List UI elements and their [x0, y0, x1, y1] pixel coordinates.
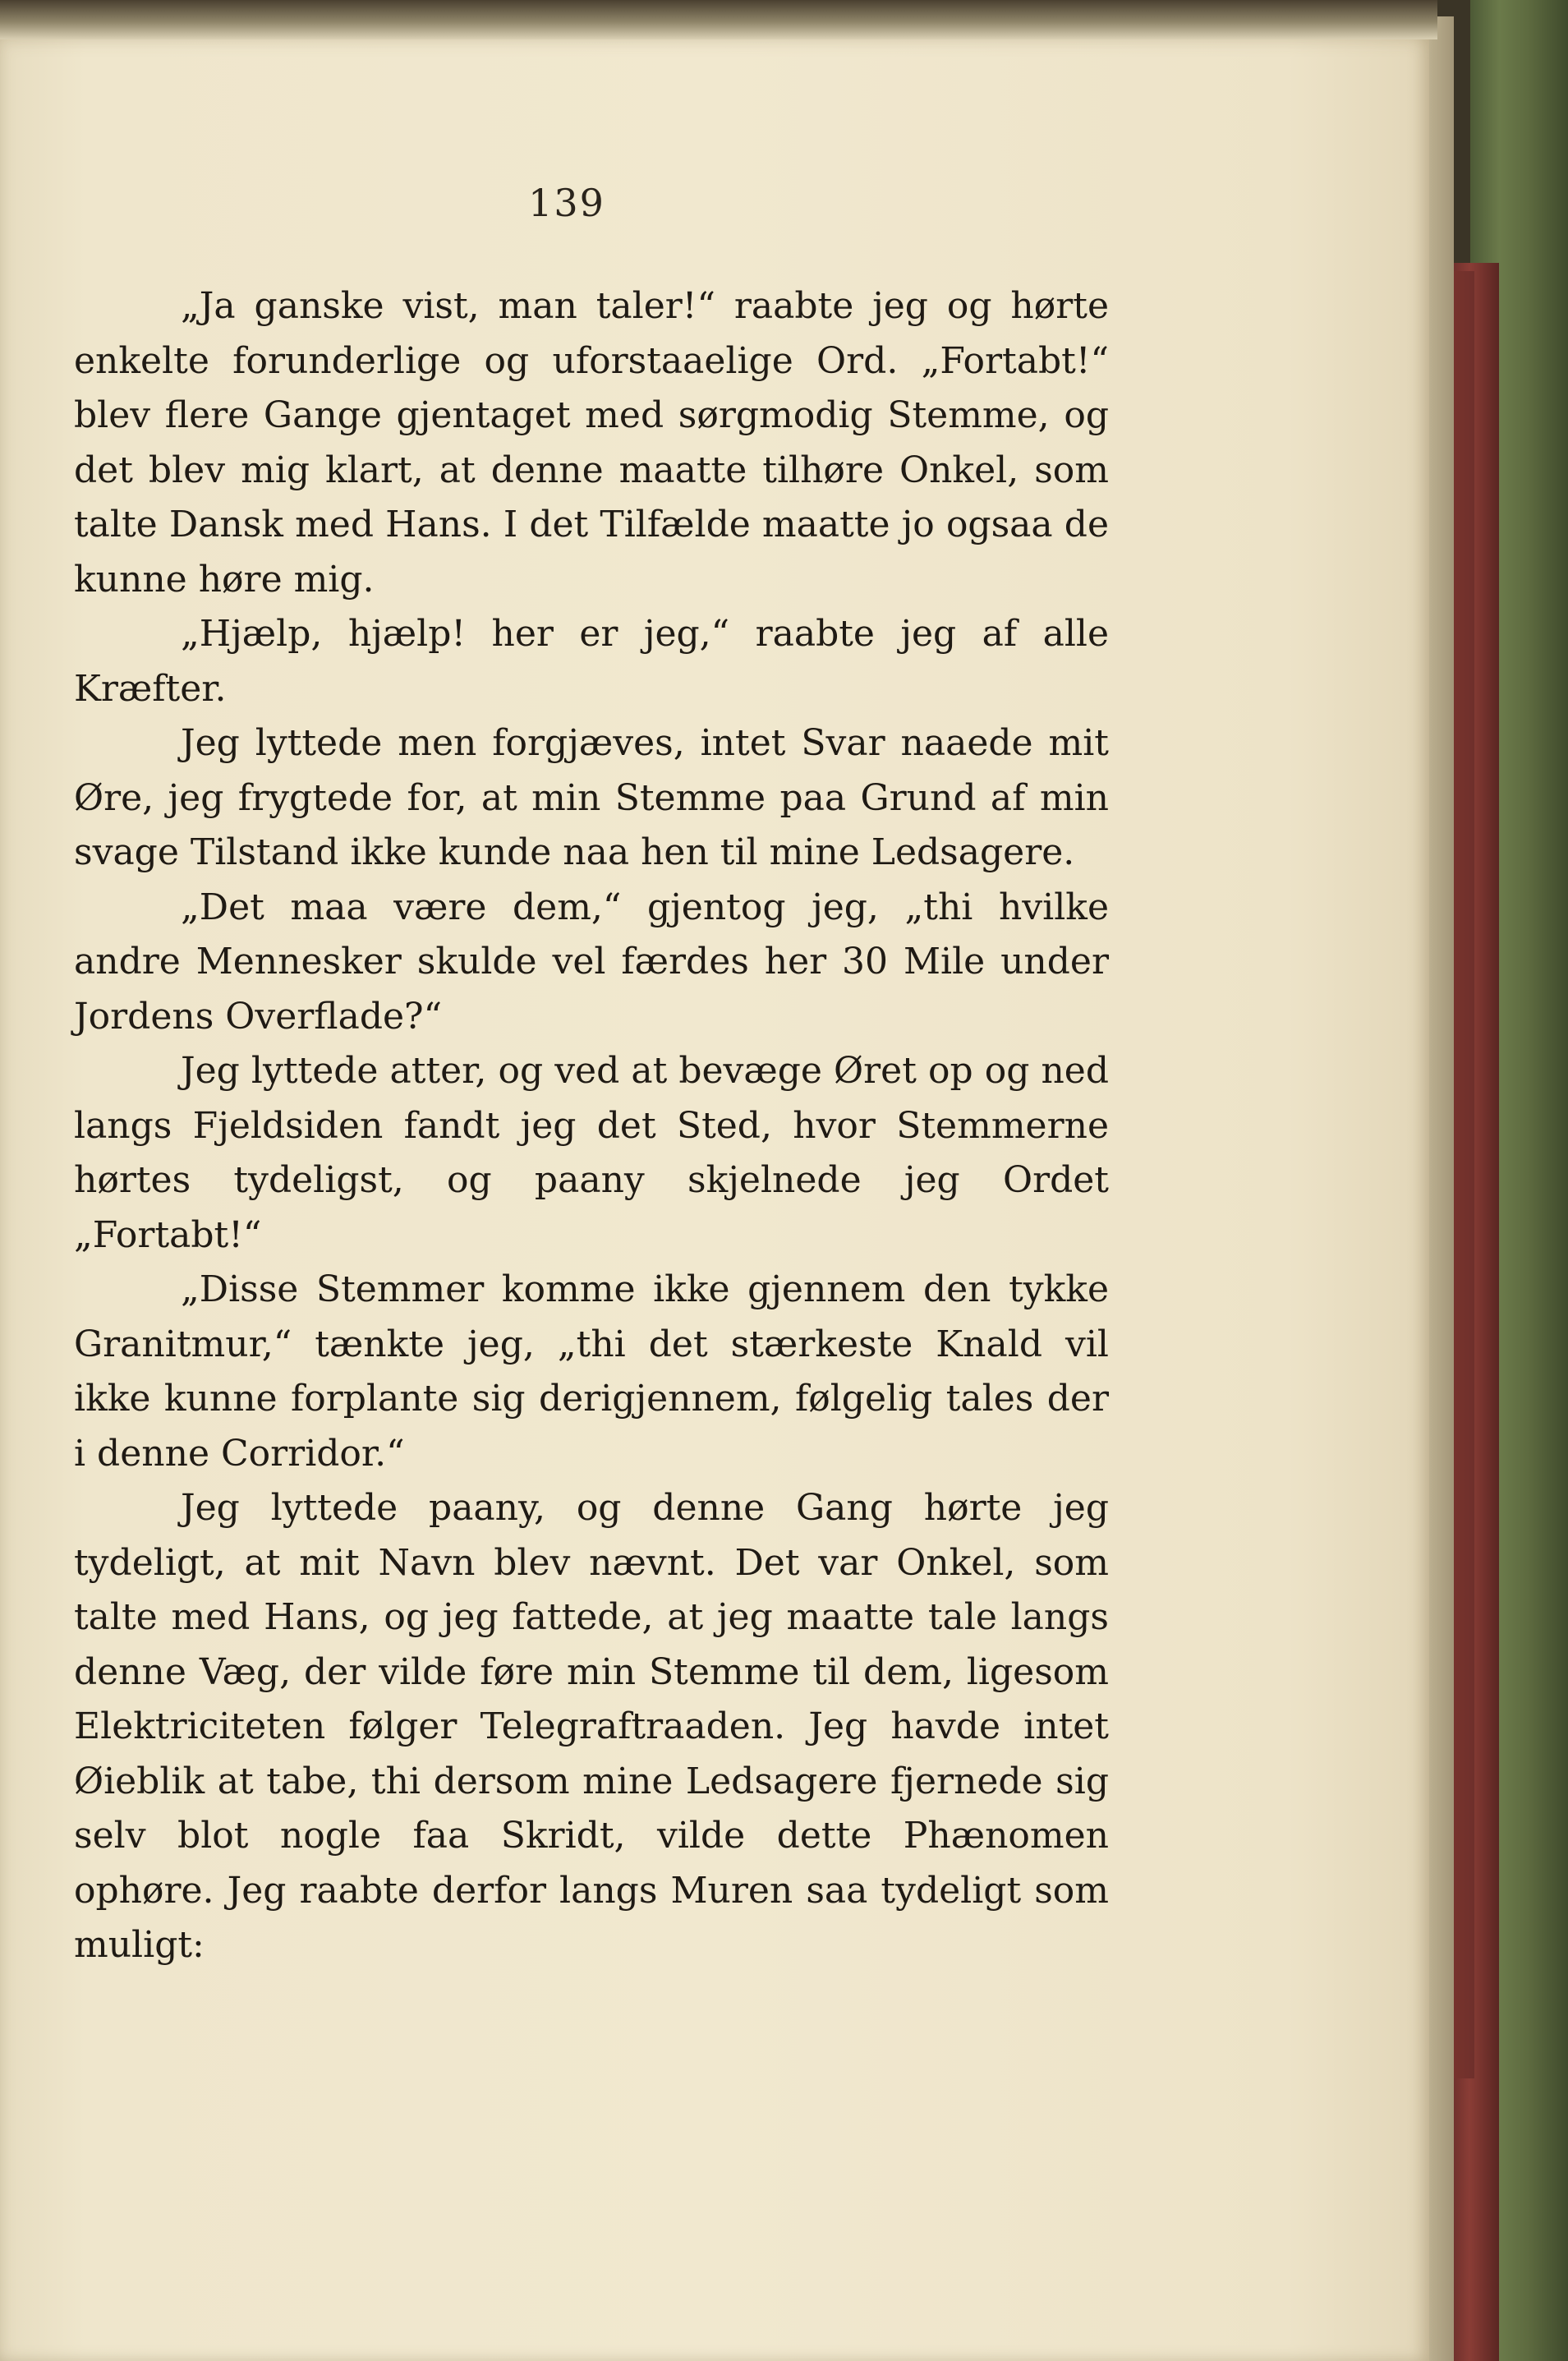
page-top-edge [0, 0, 1437, 39]
paragraph-7: Jeg lyttede paany, og denne Gang hørte jeg tydeligt, at mit Navn blev nævnt. Det var Onkel, som talte med Hans, og jeg fattede, at jeg maatte tale langs denne Væg, der vilde føre min Stemme til dem, ligesom Elektriciteten følger Telegraftraaden. Jeg havde intet Øieblik at tabe, thi dersom mine Ledsagere fjernede sig selv blot nogle faa Skridt, vilde dette Phænomen ophøre. Jeg raabte derfor langs Muren saa tydeligt som muligt: [74, 1487, 1109, 1966]
paragraph-4: „Det maa være dem,“ gjentog jeg, „thi hvilke andre Mennesker skulde vel færdes her 30 Mile under Jordens Overflade?“ [74, 886, 1109, 1038]
paragraph-5: Jeg lyttede atter, og ved at bevæge Øret op og ned langs Fjeldsiden fandt jeg det Sted, hvor Stemmerne hørtes tydeligst, og paany skjelnede jeg Ordet „Fortabt!“ [74, 1050, 1109, 1256]
paragraph-2: „Hjælp, hjælp! her er jeg,“ raabte jeg af alle Kræfter. [74, 613, 1109, 710]
paragraph-1: „Ja ganske vist, man taler!“ raabte jeg og hørte enkelte forunderlige og uforstaaelige Ord. „Fortabt!“ blev flere Gange gjentaget med sørgmodig Stemme, og det blev mig klart, at denne maatte tilhøre Onkel, som talte Dansk med Hans. I det Tilfælde maatte jo ogsaa de kunne høre mig. [74, 285, 1109, 601]
paragraph-6: „Disse Stemmer komme ikke gjennem den tykke Granitmur,“ tænkte jeg, „thi det stærkeste Knald vil ikke kunne forplante sig derigjennem, følgelig tales der i denne Corridor.“ [74, 1268, 1109, 1475]
page-number: 139 [528, 181, 605, 225]
paragraph-3: Jeg lyttede men forgjæves, intet Svar naaede mit Øre, jeg frygtede for, at min Stemme paa Grund af min svage Tilstand ikke kunde naa hen til mine Ledsagere. [74, 722, 1109, 873]
book-page [0, 33, 1429, 2361]
body-text [74, 279, 1109, 1973]
